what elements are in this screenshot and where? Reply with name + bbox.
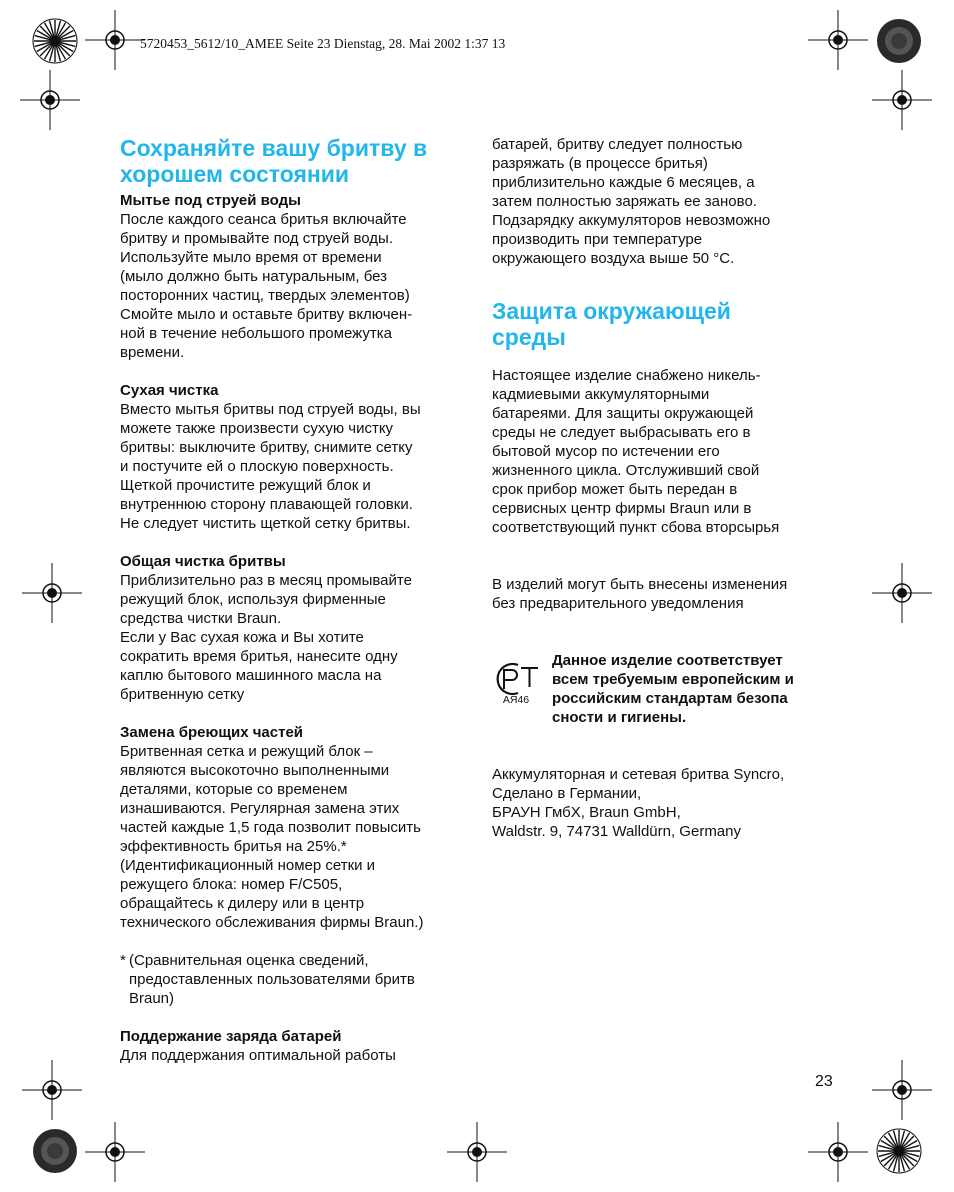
footnote-text: (Сравнительная оценка сведений, предоставленных пользователями бритв Braun) bbox=[129, 952, 415, 1007]
registration-mark-bottom-left bbox=[85, 1122, 145, 1182]
registration-mark-left-upper bbox=[20, 70, 80, 130]
registration-mark-right-upper bbox=[872, 70, 932, 130]
manufacturer-info: Аккумуляторная и сетевая бритва Syncro, Сделано в Германии, БРАУН ГмбХ, Braun GmbH, Waldstr. 9, 74731 Walldürn, Germany bbox=[492, 766, 785, 840]
left-column bbox=[120, 135, 480, 1065]
certification-block bbox=[492, 651, 837, 727]
paragraph-battery: Для поддержания оптимальной работы bbox=[120, 1047, 396, 1064]
print-header: 5720453_5612/10_AMEE Seite 23 Dienstag, 28. Mai 2002 1:37 13 bbox=[140, 36, 506, 51]
registration-mark-left-middle bbox=[22, 563, 82, 623]
rostest-certification-logo bbox=[492, 659, 542, 705]
paragraph-replace-parts: Бритвенная сетка и режущий блок – являются высокоточно выполненными деталями, которые со временем изнашиваются. Регулярная замена этих частей каждые 1,5 года позволит повысить эффективность бритья на 25%.* (Идентификационный номер сетки и режущего блока: номер F/C505, обращайтесь к дилеру или в центр технического обслеживания фирмы Braun.) bbox=[120, 743, 424, 931]
subheading-rinse: Мытье под струей воды bbox=[120, 192, 301, 209]
color-target-bottom-left bbox=[32, 1128, 78, 1174]
footnote bbox=[120, 951, 480, 1008]
paragraph-general-clean: Приблизительно раз в месяц промывайте режущий блок, используя фирменные средства чистки Braun. Если у Вас сухая кожа и Вы хотите сократить время бритья, нанесите одну каплю бытового машинного масла на бритвенную сетку bbox=[120, 572, 412, 703]
paragraph-changes: В изделий могут быть внесены изменения без предварительного уведомления bbox=[492, 576, 788, 612]
registration-mark-top-right bbox=[808, 10, 868, 70]
starburst-target-bottom-right bbox=[876, 1128, 922, 1174]
certification-text: Данное изделие соответствует всем требуемым европейским и российским стандартам безопа сности и гигиены. bbox=[552, 652, 794, 726]
paragraph-environment: Настоящее изделие снабжено никель- кадмиевыми аккумуляторными батареями. Для защиты окружающей среды не следует выбрасывать его в бытовой мусор по истечении его жизненного цикла. Отслуживший свой срок прибор может быть передан в сервисных центр фирмы Braun или в соответствующий пункт сбова вторсырья bbox=[492, 367, 780, 536]
registration-mark-top-left bbox=[85, 10, 145, 70]
cert-logo-code: АЯ46 bbox=[502, 694, 530, 705]
registration-mark-right-lower bbox=[872, 1060, 932, 1120]
color-target-top-right bbox=[876, 18, 922, 64]
section-title-care: Сохраняйте вашу бритву в хорошем состоянии bbox=[120, 135, 428, 187]
paragraph-dry-clean: Вместо мытья бритвы под струей воды, вы можете также произвести сухую чистку бритвы: выключите бритву, снимите сетку и постучите ей о плоскую поверхность. Щеткой прочистите режущий блок и внутреннюю сторону плавающей головки. Не следует чистить щеткой сетку бритвы. bbox=[120, 401, 421, 532]
section-title-environment: Защита окружающей среды bbox=[492, 298, 731, 350]
subheading-dry-clean: Сухая чистка bbox=[120, 382, 219, 399]
registration-mark-right-middle bbox=[872, 563, 932, 623]
registration-mark-left-lower bbox=[22, 1060, 82, 1120]
paragraph-rinse: После каждого сеанса бритья включайте бритву и промывайте под струей воды. Используйте мыло время от времени (мыло должно быть натуральным, без посторонних частиц, твердых элементов) Смойте мыло и оставьте бритву включен- ной в течение небольшого промежутка времени. bbox=[120, 211, 413, 361]
footnote-marker: * bbox=[120, 952, 126, 969]
subheading-replace-parts: Замена бреющих частей bbox=[120, 724, 304, 741]
starburst-target-top-left bbox=[32, 18, 78, 64]
subheading-general-clean: Общая чистка бритвы bbox=[120, 553, 286, 570]
paragraph-battery-continued: батарей, бритву следует полностью разряжать (в процессе бритья) приблизительно каждые 6 месяцев, а затем полностью заряжать ее заново. Подзарядку аккумуляторов невозможно производить при температуре окружающего воздуха выше 50 °C. bbox=[492, 136, 771, 267]
page-number: 23 bbox=[815, 1073, 833, 1090]
subheading-battery: Поддержание заряда батарей bbox=[120, 1028, 342, 1045]
registration-mark-bottom-center bbox=[447, 1122, 507, 1182]
registration-mark-bottom-right bbox=[808, 1122, 868, 1182]
right-column bbox=[492, 135, 837, 841]
